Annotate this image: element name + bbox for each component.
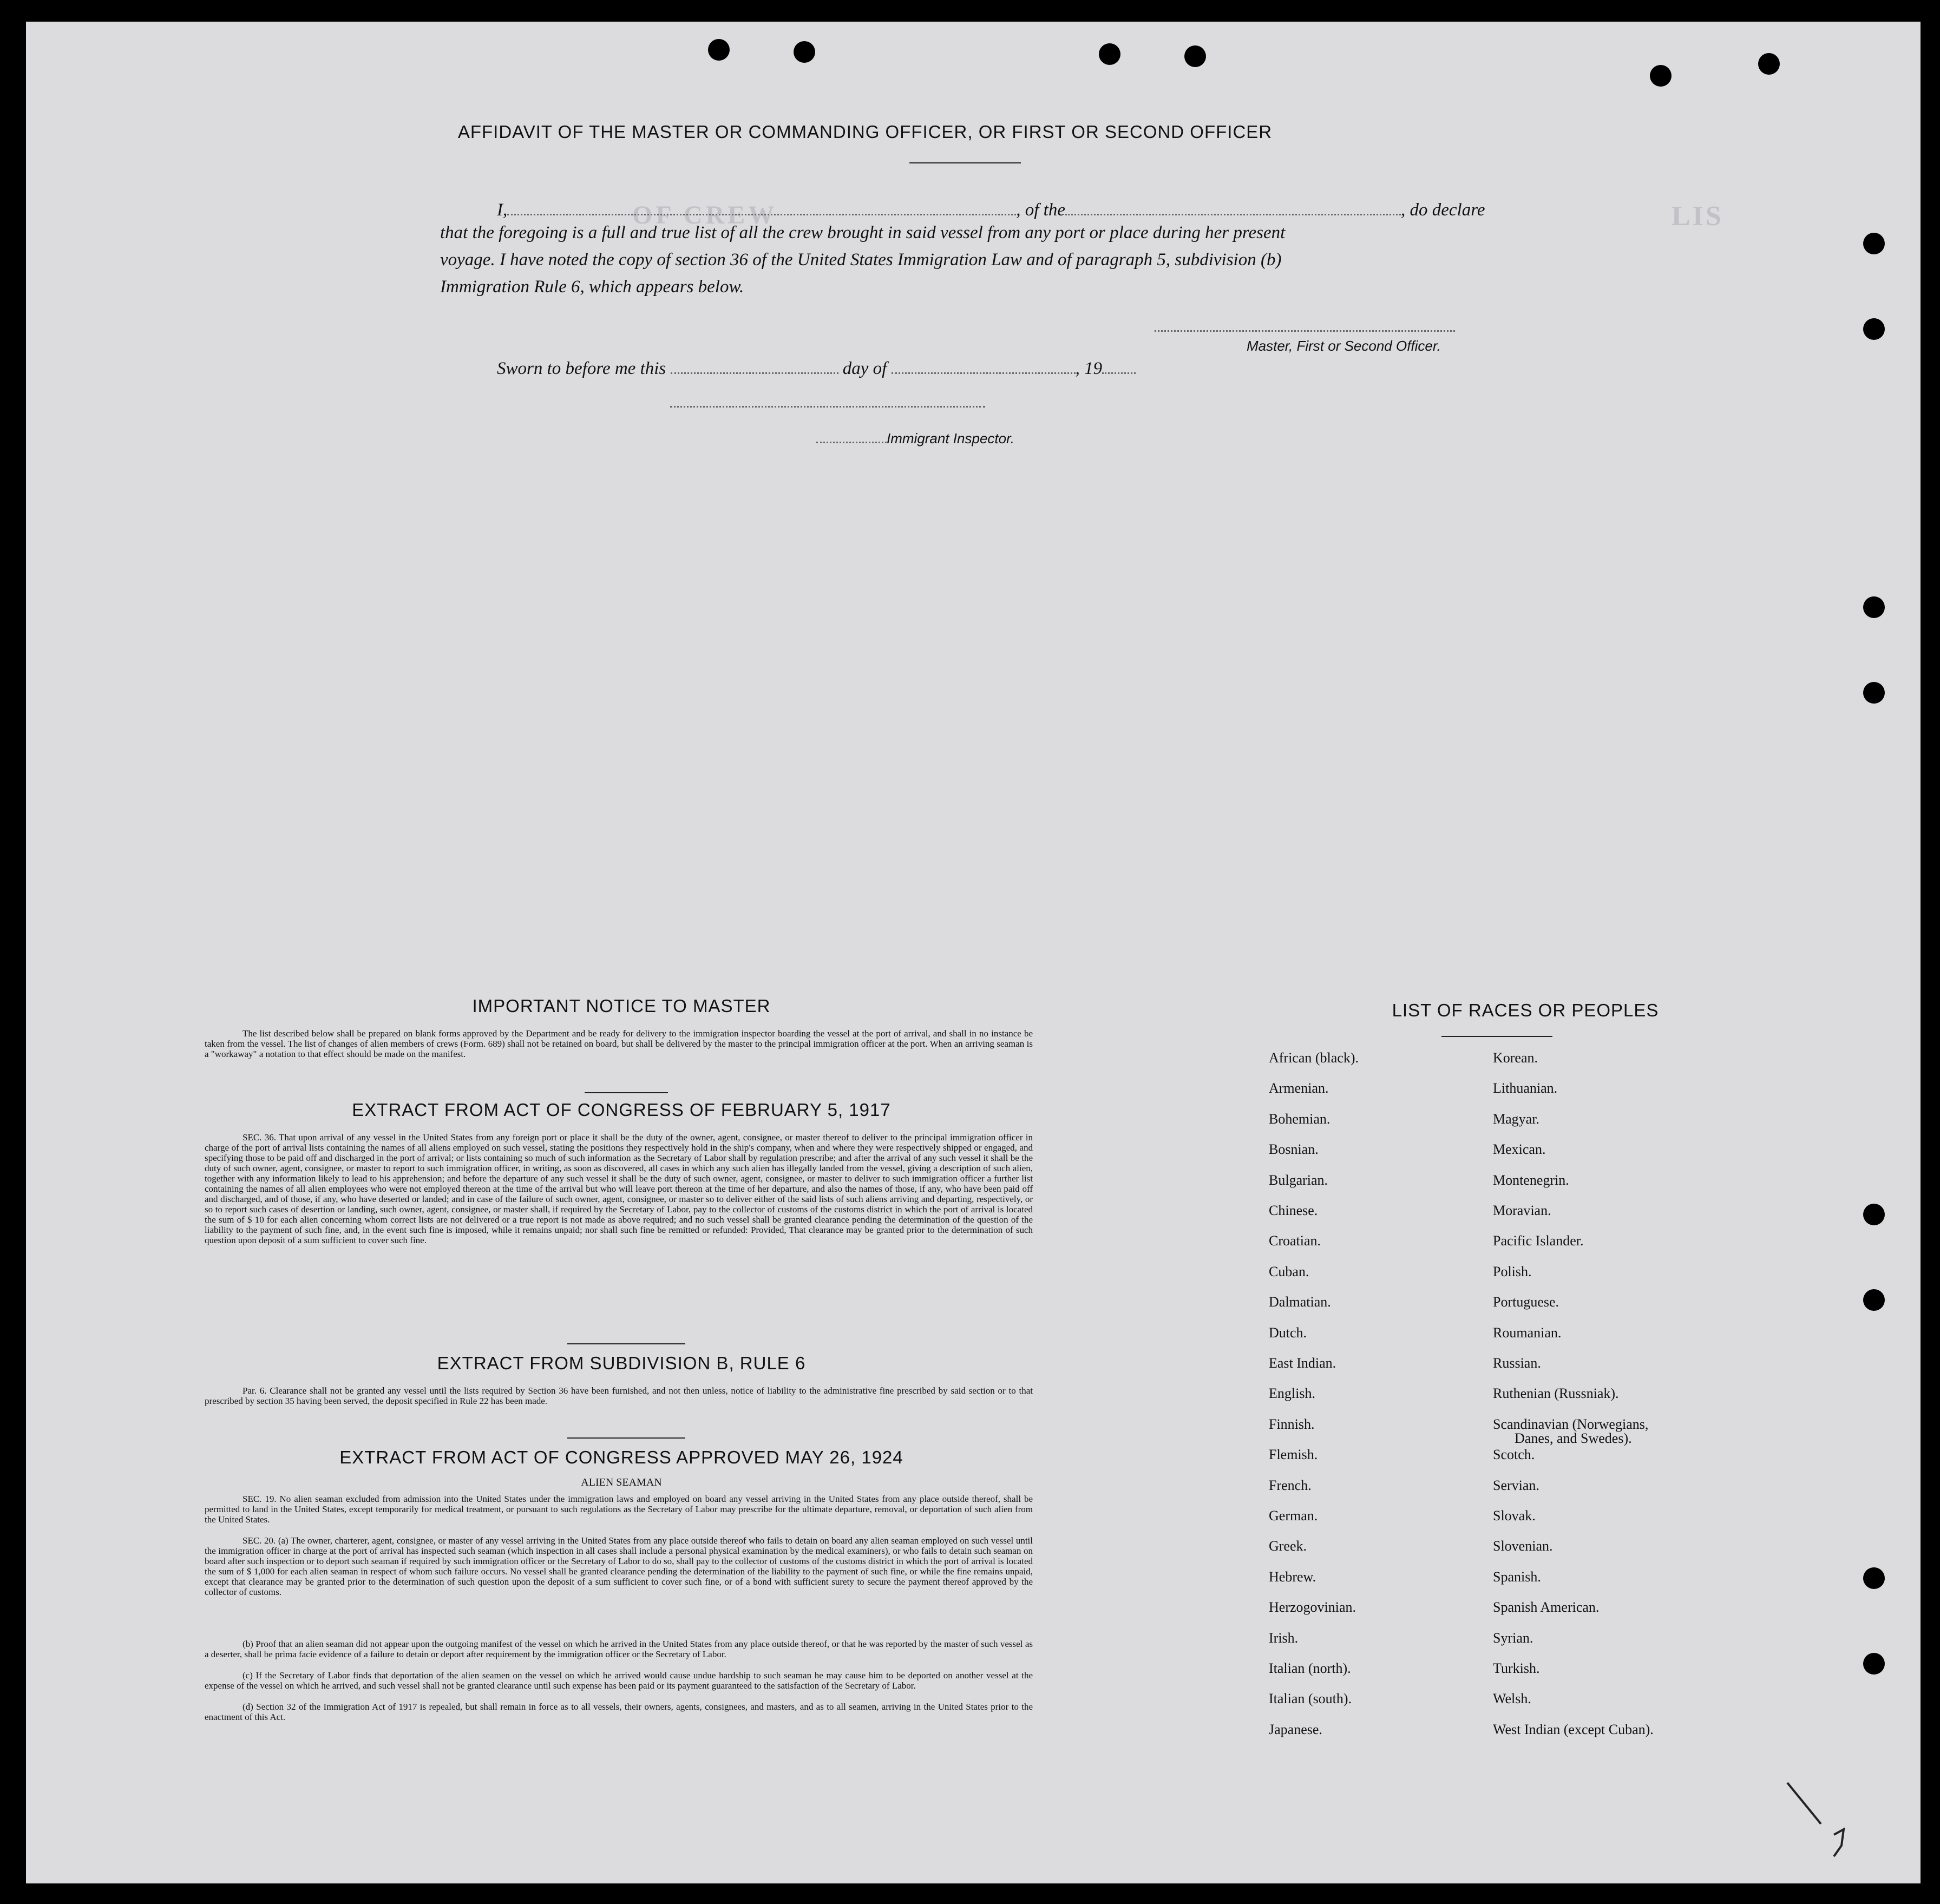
- sworn-year: , 19: [1075, 359, 1103, 378]
- punch-hole: [1863, 233, 1885, 254]
- race-item: Mexican.: [1493, 1141, 1546, 1158]
- affidavit-line-1: [497, 196, 1515, 220]
- race-item: Lithuanian.: [1493, 1080, 1558, 1097]
- notice-title: IMPORTANT NOTICE TO MASTER: [472, 996, 771, 1016]
- affidavit-of-the: , of the: [1016, 200, 1065, 220]
- race-item: Spanish American.: [1493, 1599, 1600, 1616]
- affidavit-title: AFFIDAVIT OF THE MASTER OR COMMANDING OFFICER, OR FIRST OR SECOND OFFICER: [457, 122, 1273, 142]
- races-title-rule: [1441, 1036, 1552, 1037]
- punch-hole: [1184, 45, 1206, 67]
- name-blank[interactable]: [507, 196, 1016, 215]
- race-item: Chinese.: [1269, 1203, 1318, 1218]
- punch-hole: [1863, 1653, 1885, 1675]
- sec-19-body: SEC. 19. No alien seaman excluded from admission into the United States under the immigration laws and employed on board any vessel arriving in the United States from any place outside thereof, shall be permitted to land in the United States, except temporarily for medical treatment, or pursuant to such regulations as the Secretary of Labor may prescribe for the ultimate departure, removal, or deportation of such alien from the United States.: [205, 1494, 1033, 1525]
- race-item: Finnish.: [1269, 1416, 1315, 1432]
- race-item: Welsh.: [1493, 1691, 1531, 1707]
- race-item: Dalmatian.: [1269, 1294, 1331, 1310]
- sworn-year-blank[interactable]: [1102, 354, 1136, 374]
- race-item: Polish.: [1493, 1263, 1532, 1279]
- race-item: Scandinavian (Norwegians,: [1493, 1416, 1649, 1432]
- sworn-line: [497, 354, 1136, 379]
- signature-line[interactable]: [1155, 330, 1455, 332]
- races-title: LIST OF RACES OR PEOPLES: [1392, 1000, 1659, 1020]
- race-item: Dutch.: [1269, 1324, 1307, 1341]
- race-item: Syrian.: [1493, 1630, 1533, 1646]
- race-item: Turkish.: [1493, 1660, 1540, 1676]
- rule-6-title: EXTRACT FROM SUBDIVISION B, RULE 6: [437, 1353, 806, 1373]
- affidavit-line-4: Immigration Rule 6, which appears below.: [440, 277, 744, 297]
- race-item: Bosnian.: [1269, 1141, 1319, 1158]
- race-item: Russian.: [1493, 1355, 1541, 1371]
- punch-hole: [1863, 318, 1885, 340]
- race-item: Servian.: [1493, 1477, 1539, 1493]
- race-item: Danes, and Swedes).: [1515, 1430, 1632, 1446]
- bleed-through-heading: LIS: [1672, 201, 1723, 232]
- sworn-day-of: day of: [842, 359, 887, 378]
- affidavit-line-3: voyage. I have noted the copy of section 36 of the United States Immigration Law and of paragraph 5, subdivision (b): [440, 250, 1282, 270]
- race-item: Croatian.: [1269, 1233, 1321, 1249]
- vessel-blank[interactable]: [1065, 196, 1401, 215]
- race-item: Irish.: [1269, 1630, 1299, 1646]
- sec-20b-body: (b) Proof that an alien seaman did not appear upon the outgoing manifest of the vessel on which he arrived in the United States from any place outside thereof, or that he was reported by the master of such vessel as a deserter, shall be prima facie evidence of a failure to detain or deport after requirement by the immigration officer or the Secretary of Labor.: [205, 1639, 1033, 1659]
- race-item: East Indian.: [1269, 1355, 1336, 1371]
- bleed-through-heading-2: OF CREW: [632, 201, 778, 229]
- race-item: Ruthenian (Russniak).: [1493, 1386, 1619, 1402]
- inspector-signature-line[interactable]: [670, 406, 985, 408]
- inspector-label: [816, 428, 1014, 447]
- race-item: Scotch.: [1493, 1447, 1535, 1463]
- inspector-name-blank[interactable]: [816, 428, 887, 443]
- extract-1917-body: SEC. 36. That upon arrival of any vessel in the United States from any foreign port or place it shall be the duty of the owner, agent, consignee, or master thereof to deliver to the principal immigration officer in charge of the port of arrival lists containing the names of all aliens employed on such vessel, stating the positions they respectively hold in the ship's company, when and where they were respectively shipped or engaged, and specifying those to be paid off and discharged in the port of arrival; or lists containing so much of such information as the Secretary of Labor shall by regulation prescribe; and after the arrival of any such vessel it shall be the duty of such owner, agent, consignee, or master to report to such immigration officer, in writing, as soon as discovered, all cases in which any such alien has illegally landed from the vessel, giving a description of such alien, together with any information likely to lead to his apprehension; and before the departure of any such vessel it shall be the duty of such owner, agent, consignee, or master to deliver to such immigration officer a further list containing the names of all alien employees who were not employed thereon at the time of the arrival but who will leave port thereon at the time of her departure, and also the names of those, if any, who have been paid off and discharged, and of those, if any, who have deserted or landed; and in case of the failure of such owner, agent, consignee, or master so to deliver either of the said lists of such aliens arriving and departing, respectively, or so to report such cases of desertion or landing, such owner, agent, consignee, or master shall, if required by the Secretary of Labor, pay to the collector of customs of the customs district in which the port of arrival is located the sum of $ 10 for each alien concerning whom correct lists are not delivered or a true report is not made as above required; and no such vessel shall be granted clearance pending the determination of the question of the liability to the payment of such fine, and, in the event such fine is imposed, while it remains unpaid; nor shall such fine be remitted or refunded: Provided, That clearance may be granted prior to the determination of such question upon deposit of a sum sufficient to cover such fine.: [205, 1132, 1033, 1245]
- affidavit-line-2: that the foregoing is a full and true list of all the crew brought in said vessel from any port or place during her present: [440, 223, 1286, 242]
- punch-hole: [794, 41, 815, 63]
- race-item: Spanish.: [1493, 1568, 1541, 1585]
- race-item: Flemish.: [1269, 1447, 1318, 1463]
- punch-hole: [1863, 1567, 1885, 1589]
- race-item: Bohemian.: [1269, 1111, 1331, 1127]
- race-item: French.: [1269, 1477, 1312, 1493]
- extract-1924-title: EXTRACT FROM ACT OF CONGRESS APPROVED MAY 26, 1924: [339, 1447, 903, 1467]
- signature-label: Master, First or Second Officer.: [1247, 338, 1441, 354]
- notice-rule: [585, 1092, 668, 1093]
- extract-1924-subtitle: ALIEN SEAMAN: [581, 1476, 662, 1488]
- extract-1917-title: EXTRACT FROM ACT OF CONGRESS OF FEBRUARY 5, 1917: [352, 1100, 891, 1120]
- punch-hole: [1863, 596, 1885, 618]
- punch-hole: [1863, 1204, 1885, 1225]
- pencil-annotation: [1780, 1775, 1866, 1862]
- punch-hole: [708, 39, 730, 61]
- extract-1917-rule: [567, 1343, 685, 1344]
- race-item: Herzogovinian.: [1269, 1599, 1356, 1616]
- race-item: Montenegrin.: [1493, 1172, 1569, 1188]
- race-item: Portuguese.: [1493, 1294, 1559, 1310]
- race-item: Korean.: [1493, 1050, 1538, 1066]
- race-item: German.: [1269, 1508, 1318, 1524]
- punch-hole: [1650, 65, 1672, 87]
- race-item: Greek.: [1269, 1538, 1307, 1554]
- race-item: Cuban.: [1269, 1263, 1309, 1279]
- race-item: Slovak.: [1493, 1508, 1536, 1524]
- notice-body: The list described below shall be prepared on blank forms approved by the Department and be ready for delivery to the immigration inspector boarding the vessel at the port of arrival, and shall in no instance be taken from the vessel. The list of changes of alien members of crews (Form. 689) shall not be retained on board, but shall be delivered by the master to the principal immigration officer at the port. When an arriving seaman is a "workaway" a notation to that effect should be made on the manifest.: [205, 1028, 1033, 1059]
- race-item: Hebrew.: [1269, 1568, 1316, 1585]
- race-item: Pacific Islander.: [1493, 1233, 1584, 1249]
- race-item: Italian (north).: [1269, 1660, 1351, 1676]
- race-item: Magyar.: [1493, 1111, 1539, 1127]
- sworn-day-blank[interactable]: [671, 354, 838, 374]
- race-item: Italian (south).: [1269, 1691, 1352, 1707]
- race-item: English.: [1269, 1386, 1315, 1402]
- affidavit-declare: , do declare: [1400, 200, 1485, 220]
- punch-hole: [1099, 43, 1120, 65]
- sec-20a-body: SEC. 20. (a) The owner, charterer, agent, consignee, or master of any vessel arriving in the United States from any place outside thereof who fails to detain on board any alien seaman employed on such vessel until the immigration officer in charge at the port of arrival has inspected such seaman (which inspection in all cases shall include a personal physical examination by the medical examiners), or who fails to detain such seaman on board after such inspection or to deport such seaman if required by such immigration officer or the Secretary of Labor to do so, shall pay to the collector of customs of the customs district in which the port of arrival is located the sum of $ 1,000 for each alien seaman in respect of whom such failure occurs. No vessel shall be granted clearance pending the determination of the liability to the payment of such fine, or while the fine remains unpaid, except that clearance may be granted prior to the determination of such question upon the deposit of a sum sufficient to cover such fine, or of a bond with sufficient surety to secure the payment thereof approved by the collector of customs.: [205, 1535, 1033, 1597]
- rule-6-body: Par. 6. Clearance shall not be granted any vessel until the lists required by Section 36 have been furnished, and not then unless, notice of liability to the administrative fine prescribed by said section or to that prescribed by section 35 having been served, the deposit specified in Rule 22 has been made.: [205, 1386, 1033, 1406]
- affidavit-i: I,: [497, 200, 508, 220]
- race-item: Armenian.: [1269, 1080, 1329, 1097]
- race-item: Moravian.: [1493, 1203, 1551, 1218]
- race-item: Bulgarian.: [1269, 1172, 1328, 1188]
- punch-hole: [1758, 53, 1780, 75]
- race-item: African (black).: [1269, 1050, 1359, 1066]
- rule-6-rule: [567, 1437, 685, 1439]
- sec-20c-body: (c) If the Secretary of Labor finds that deportation of the alien seamen on the vessel on which he arrived would cause undue hardship to such seaman he may cause him to be deported on another vessel at the expense of the vessel on which he arrived, and such vessel shall not be granted clearance until such expense has been paid or its payment guaranteed to the satisfaction of the Secretary of Labor.: [205, 1670, 1033, 1691]
- affidavit-title-rule: [909, 162, 1021, 163]
- race-item: Roumanian.: [1493, 1324, 1562, 1341]
- race-item: Japanese.: [1269, 1721, 1322, 1737]
- punch-hole: [1863, 1289, 1885, 1311]
- sec-20d-body: (d) Section 32 of the Immigration Act of 1917 is repealed, but shall remain in force as to all vessels, their owners, agents, consignees, and masters, and as to all seamen, arriving in the United States prior to the enactment of this Act.: [205, 1702, 1033, 1722]
- inspector-label-text: Immigrant Inspector.: [887, 430, 1015, 447]
- sworn-prefix: Sworn to before me this: [497, 359, 666, 378]
- race-item: West Indian (except Cuban).: [1493, 1721, 1654, 1737]
- sworn-month-blank[interactable]: [892, 354, 1076, 374]
- document-page: [26, 22, 1921, 1883]
- race-item: Slovenian.: [1493, 1538, 1553, 1554]
- punch-hole: [1863, 682, 1885, 704]
